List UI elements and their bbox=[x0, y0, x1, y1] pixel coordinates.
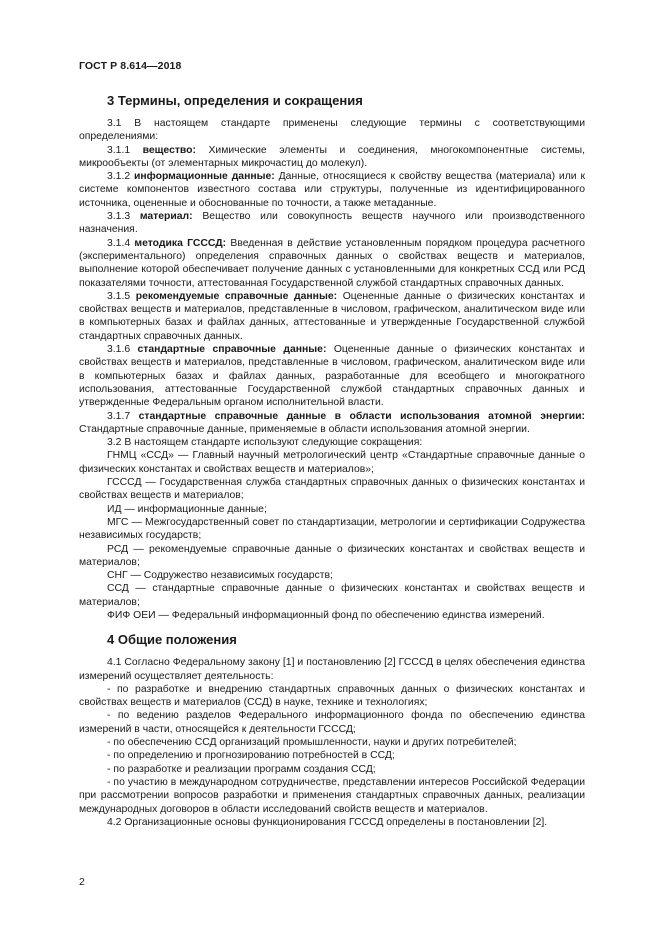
term-name: вещество: bbox=[142, 144, 196, 156]
document-header: ГОСТ Р 8.614—2018 bbox=[79, 60, 182, 72]
term-name: методика ГСССД: bbox=[134, 237, 227, 249]
document-body bbox=[79, 90, 585, 829]
term-3-1-5 bbox=[79, 290, 585, 343]
term-name: материал: bbox=[139, 211, 193, 223]
paragraph-3-1: 3.1 В настоящем стандарте применены следующие термины с соответствующими определениями: bbox=[79, 118, 585, 143]
term-3-1-4 bbox=[79, 237, 585, 290]
abbreviation-item: СНГ — Содружество независимых государств; bbox=[107, 570, 333, 582]
term-number: 3.1.4 bbox=[107, 237, 135, 249]
term-number: 3.1.7 bbox=[107, 410, 139, 422]
section-4-title: 4 Общие положения bbox=[107, 632, 237, 648]
term-definition: Оцененные данные о физических константах и свойствах веществ и материалов, представленные в числовом, графическом, аналитическом виде или в компьютерных базах и файлах данных, аттестованные и утвержденные Государственной службой стандартных справочных данных. bbox=[79, 290, 586, 342]
section-3-title: 3 Термины, определения и сокращения bbox=[107, 93, 363, 108]
term-name: информационные данные: bbox=[134, 171, 275, 183]
term-number: 3.1.3 bbox=[107, 211, 140, 223]
paragraph-3-2: 3.2 В настоящем стандарте используют следующие сокращения: bbox=[107, 437, 423, 449]
term-definition: Вещество или совокупность веществ научного или производственного назначения. bbox=[79, 211, 586, 236]
term-definition: Введенная в действие установленным порядком процедура расчетного (экспериментального) определения справочных данных о свойствах веществ и материалов, выполнение которой обеспечивает получение данных с установленными для конкретных ССД или РСД показателями точности, аттестованная Государственной службой стандартных справочных данных. bbox=[79, 237, 585, 289]
term-number: 3.1.2 bbox=[107, 171, 134, 183]
term-definition: Стандартные справочные данные, применяемые в области использования атомной энергии. bbox=[79, 423, 530, 435]
term-definition: Химические элементы и соединения, многокомпонентные системы, микрообъекты (от элементарных микрочастиц до молекул). bbox=[79, 144, 585, 169]
term-3-1-7 bbox=[79, 410, 585, 437]
list-item: - по ведению разделов Федерального информационного фонда по обеспечению единства измерений в части, относящейся к деятельности ГСССД; bbox=[79, 710, 585, 735]
list-item: - по определению и прогнозированию потребностей в ССД; bbox=[107, 750, 395, 762]
term-number: 3.1.1 bbox=[107, 144, 143, 156]
term-number: 3.1.5 bbox=[107, 290, 136, 302]
paragraph-4-2: 4.2 Организационные основы функционирования ГСССД определены в постановлении [2]. bbox=[107, 816, 548, 828]
abbreviation-item: ГСССД — Государственная служба стандартных справочных данных о физических константах и свойствах веществ и материалов; bbox=[79, 477, 585, 502]
term-name: стандартные справочные данные: bbox=[137, 344, 327, 356]
term-number: 3.1.6 bbox=[107, 344, 138, 356]
term-3-1-6 bbox=[79, 343, 585, 409]
abbreviation-item: РСД — рекомендуемые справочные данные о физических константах и свойствах веществ и материалов; bbox=[79, 543, 585, 568]
abbreviation-item: ФИФ ОЕИ — Федеральный информационный фонд по обеспечению единства измерений. bbox=[107, 609, 545, 621]
term-definition: Данные, относящиеся к свойству вещества (материала) или к системе компонентов известного состава или структуры, полученные из идентифицированного источника, оцененные и обоснованные по точности, а также метаданные. bbox=[79, 171, 586, 209]
list-item: - по разработке и реализации программ создания ССД; bbox=[107, 763, 376, 775]
term-name: стандартные справочные данные в области использования атомной энергии: bbox=[138, 410, 586, 422]
paragraph-4-1: 4.1 Согласно Федеральному закону [1] и постановлению [2] ГСССД в целях обеспечения единства измерений осуществляет деятельность: bbox=[79, 657, 585, 682]
term-definition: Оцененные данные о физических константах и свойствах веществ и материалов, представленные в числовом, графическом, аналитическом виде или в компьютерных базах и файлах данных, разработанные для всеобщего и многократного использования, аттестованные Государственной службой стандартных справочных данных и утвержденные Федеральным органом исполнительной власти. bbox=[79, 344, 585, 409]
term-3-1-1 bbox=[79, 144, 585, 171]
abbreviation-item: ССД — стандартные справочные данные о физических константах и свойствах веществ и материалов; bbox=[79, 583, 585, 608]
term-3-1-3 bbox=[79, 210, 585, 237]
term-name: рекомендуемые справочные данные: bbox=[135, 290, 338, 302]
abbreviation-item: ИД — информационные данные; bbox=[107, 503, 267, 515]
list-item: - по обеспечению ССД организаций промышленности, науки и других потребителей; bbox=[107, 737, 517, 749]
abbreviation-item: ГНМЦ «ССД» — Главный научный метрологический центр «Стандартные справочные данные о физических константах и свойствах веществ и материалов»; bbox=[79, 450, 585, 475]
abbreviation-item: МГС — Межгосударственный совет по стандартизации, метрологии и сертификации Содружества независимых государств; bbox=[79, 516, 585, 542]
page-number: 2 bbox=[79, 876, 85, 888]
term-3-1-2 bbox=[79, 170, 585, 210]
list-item: - по разработке и внедрению стандартных справочных данных о физических константах и свойствах веществ и материалов (ССД) в науке, технике и технологиях; bbox=[79, 683, 585, 709]
list-item: - по участию в международном сотрудничестве, представлении интересов Российской Федерации при рассмотрении вопросов разработки и применения стандартных справочных данных, реализации международных договоров в области исследований свойств веществ и материалов. bbox=[79, 776, 585, 815]
